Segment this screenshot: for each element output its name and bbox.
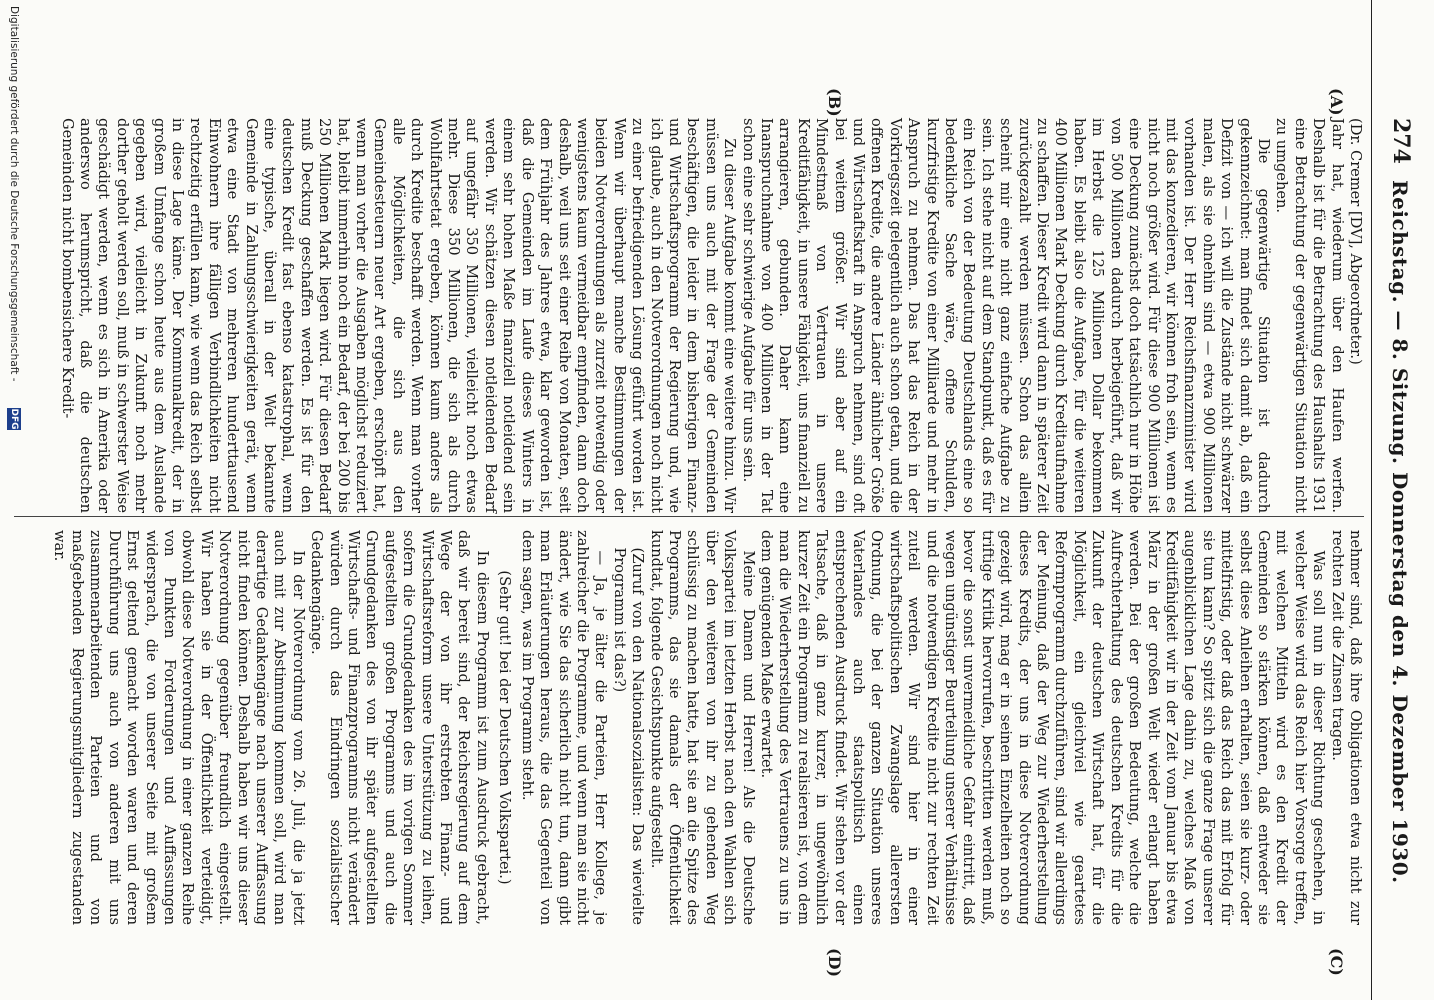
paragraph: nehmer sind, daß ihre Obligationen etwa nicht zur rechten Zeit die Zinsen tragen. — [1328, 530, 1364, 925]
dfg-logo: DFG — [9, 408, 19, 430]
margin-mark-a: (A) — [1327, 88, 1346, 116]
footer-credit: Digitalisierung gefördert durch die Deutsche Forschungsgemeinschaft - — [8, 6, 20, 382]
interjection: (Sehr gut! bei der Deutschen Volkspartei.) — [496, 570, 514, 885]
interjection: (Zuruf von den Nationalsozialisten: Das wievielte Programm ist das?) — [610, 547, 647, 925]
paragraph: In diesem Programm ist zum Ausdruck gebracht, daß wir bereit sind, der Reichsregierung auf dem Wege der von ihr erstrebten Finanz- und Wirtschaftsreform unsere Unterstützung zu leihen, sofern die Grundgedanken des im vorigen Sommer aufgestellten großen Programms und auch die Grundgedanken des von ihr später aufgestellten Wirtschafts- und Finanzprogramms nicht verändert würden durch das Eindringen sozialistischer Gedankengänge. — [308, 530, 491, 925]
page-number: 274 — [1388, 118, 1414, 164]
paragraph: Jahr hat, wiederum über den Haufen werfen. Deshalb ist für die Betrachtung des Haushalts 1931 eine Betrachtung der gegenwärtigen Situation nicht zu umgehen. — [1273, 118, 1346, 513]
column-divider — [14, 516, 1364, 517]
page-footer — [2, 0, 22, 1000]
paragraph: Die gegenwärtige Situation ist dadurch gekennzeichnet: man findet sich damit ab, daß ein Defizit von — ich will die Zustände nicht schwärzer malen, als sie ohnehin sind — etwa 900 Millionen vorhanden ist. Der Herr Reichsfinanzminister wird mit das konzedieren, wir können froh sein, wenn es nicht noch größer wird. Für diese 900 Millionen ist eine Deckung zunächst doch tatsächlich nur in Höhe von 500 Millionen dadurch herbeigeführt, daß wir im Herbst die 125 Millionen Dollar bekommen haben. Es bleibt also die Aufgabe, für die weiteren 400 Millionen Mark Deckung durch Kreditaufnahme zu schaffen. Dieser Kredit wird dann in späterer Zeit zurückgezahlt werden müssen. Schon das allein scheint mir eine nicht ganz einfache Aufgabe zu sein. Ich stehe nicht auf dem Standpunkt, daß es für ein Reich von der Bedeutung Deutschlands eine so bedenkliche Sache wäre, offene Schulden, kurzfristige Kredite von einer Milliarde und mehr in Anspruch zu nehmen. Das hat das Reich in der Vorkriegszeit gelegentlich auch schon getan, und die offenen Kredite, die andere Länder ähnlicher Größe und Wirtschaftskraft in Anspruch nehmen, sind oft bei weitem größer. Wir sind aber auf ein Mindestmaß von Vertrauen in unsere Kreditfähigkeit, in unsere Fähigkeit, uns finanziell zu arrangieren, gebunden. Daher kann eine Inanspruchnahme von 400 Millionen in der Tat schon eine sehr schwierige Aufgabe für uns sein. — [739, 118, 1272, 513]
page-header — [1371, 0, 1434, 1000]
speaker-line: (Dr. Cremer [DV], Abgeordneter.) — [1347, 118, 1364, 365]
paragraph: Zu dieser Aufgabe kommt eine weitere hinzu. Wir müssen uns auch mit der Frage der Gemeinden beschäftigen, die leider in dem bisherigen Finanz- und Wirtschaftsprogramm der Regierung und, wie ich glaube, auch in den Notverordnungen noch nicht zu einer befriedigenden Lösung geführt worden ist. Wenn wir überhaupt manche Bestimmungen der beiden Notverordnungen als zurzeit notwendig oder wenigstens kaum vermeidbar empfinden, dann doch deshalb, weil uns seit einer Reihe von Monaten, seit dem Frühjahr des Jahres etwa, klar geworden ist, daß die Gemeinden im Laufe dieses Winters in einem sehr hohen Maße finanziell notleidend sein werden. Wir schätzen diesen notleidenden Bedarf auf ungefähr 350 Millionen, vielleicht noch etwas mehr. Diese 350 Millionen, die sich als durch Wohlfahrtsetat ergeben, können kaum anders als durch Kredite beschafft werden. Wenn man vorher alle Möglichkeiten, die sich aus den Gemeindesteuern neuer Art ergeben, erschöpft hat, wenn man vorher die Ausgaben möglichst reduziert hat, bleibt immerhin noch ein Bedarf, der bei 200 bis 250 Millionen Mark liegen wird. Für diesen Bedarf muß Deckung geschaffen werden. Es ist für den deutschen Kredit fast ebenso katastrophal, wenn eine typische, überall in der Welt bekannte Gemeinde in Zahlungsschwierigkeiten gerät, wenn etwa eine Stadt von mehreren hunderttausend Einwohnern ihre fälligen Verbindlichkeiten nicht rechtzeitig erfüllen kann, wie wenn das Reich selbst in diese Lage käme. Der Kommunalkredit, der in großem Umfange schon heute aus dem Auslande gegeben wird, vielleicht in Zukunft noch mehr dorther geholt werden soll, muß in schwerster Weise geschädigt werden, wenn es sich in Amerika oder anderswo herumspricht, daß die deutschen Gemeinden nicht bombensichere Kredit- — [58, 118, 739, 513]
paragraph: In der Notverordnung vom 26. Juli, die ja jetzt auch mit zur Abstimmung kommen soll, wird man derartige Gedankengänge nach unserer Auffassung nicht finden können. Deshalb haben wir uns dieser Notverordnung gegenüber freundlich eingestellt. Wir haben sie in der Öffentlichkeit verteidigt, obwohl diese Notverordnung in einer ganzen Reihe von Punkten Forderungen und Auffassungen widersprach, die von unserer Seite mit großem Ernst geltend gemacht worden waren und deren Durchführung uns auch von anderen mit uns zusammenarbeitenden Parteien und von maßgebenden Regierungsmitgliedern zugestanden war. — [50, 530, 307, 925]
running-head: Reichstag. — 8. Sitzung. Donnerstag den 4. Dezember 1930. — [1388, 180, 1412, 884]
right-column — [49, 530, 1364, 925]
paragraph: Meine Damen und Herren! Als die Deutsche Volkspartei im letzten Herbst nach den Wahlen sich über den weiteren von ihr zu gehenden Weg schlüssig zu machen hatte, hat sie an die Spitze des Programms, das sie damals der Öffentlichkeit kundtat, folgende Gesichtspunkte aufgestellt. — [647, 530, 757, 925]
paragraph: Was soll nun in dieser Richtung geschehen, in welcher Weise wird das Reich hier Vorsorge treffen, mit welchen Mitteln wird es den Kredit der Gemeinden so stärken können, daß entweder sie selbst diese Anleihen erhalten, seien sie kurz- oder mittelfristig, oder daß das Reich das mit Erfolg für sie tun kann? So spitzt sich die ganze Frage unserer augenblicklichen Lage dahin zu, welches Maß von Kreditfähigkeit wir in der Zeit vom Januar bis etwa März in der großen Welt wieder erlangt haben werden. Bei der großen Bedeutung, welche die Aufrechterhaltung des deutschen Kredits für die Zukunft der deutschen Wirtschaft hat, für die Möglichkeit, ein gleichviel wie geartetes Reformprogramm durchzuführen, sind wir allerdings der Meinung, daß der Weg zur Wiederherstellung dieses Kredits, der uns in diese Notverordnung gezeigt wird, mag er in seinen Einzelheiten noch so triftige Kritik hervorrufen, beschritten werden muß, bevor die sonst unvermeidliche Gefahr eintritt, daß wegen ungünstiger Beurteilung unserer Verhältnisse und die notwendigen Kredite nicht zur rechten Zeit zuteil werden. Wir sind hier in einer wirtschaftspolitischen Zwangslage allerersten Ordnung, die bei der ganzen Situation unseres Vaterlandes auch staatspolitisch einen entsprechenden Ausdruck findet. Wir stehen vor der Tatsache, daß in ganz kurzer, in ungewöhnlich kurzer Zeit ein Programm zu realisieren ist, von dem man die Wiederherstellung des Vertrauens zu uns in dem genügenden Maße erwartet. — [758, 530, 1328, 925]
margin-mark-d: (D) — [825, 948, 844, 978]
margin-mark-c: (C) — [1327, 948, 1346, 976]
left-column — [57, 118, 1364, 513]
paragraph: — Ja, je älter die Parteien, Herr Kollege, je zahlreicher die Programme, und wenn man sie nicht ändert, wie Sie das sicherlich nicht tun, dann gibt man Erläuterungen heraus, die das Gegenteil von dem sagen, was im Programm steht. — [518, 530, 610, 925]
margin-mark-b: (B) — [825, 88, 844, 117]
